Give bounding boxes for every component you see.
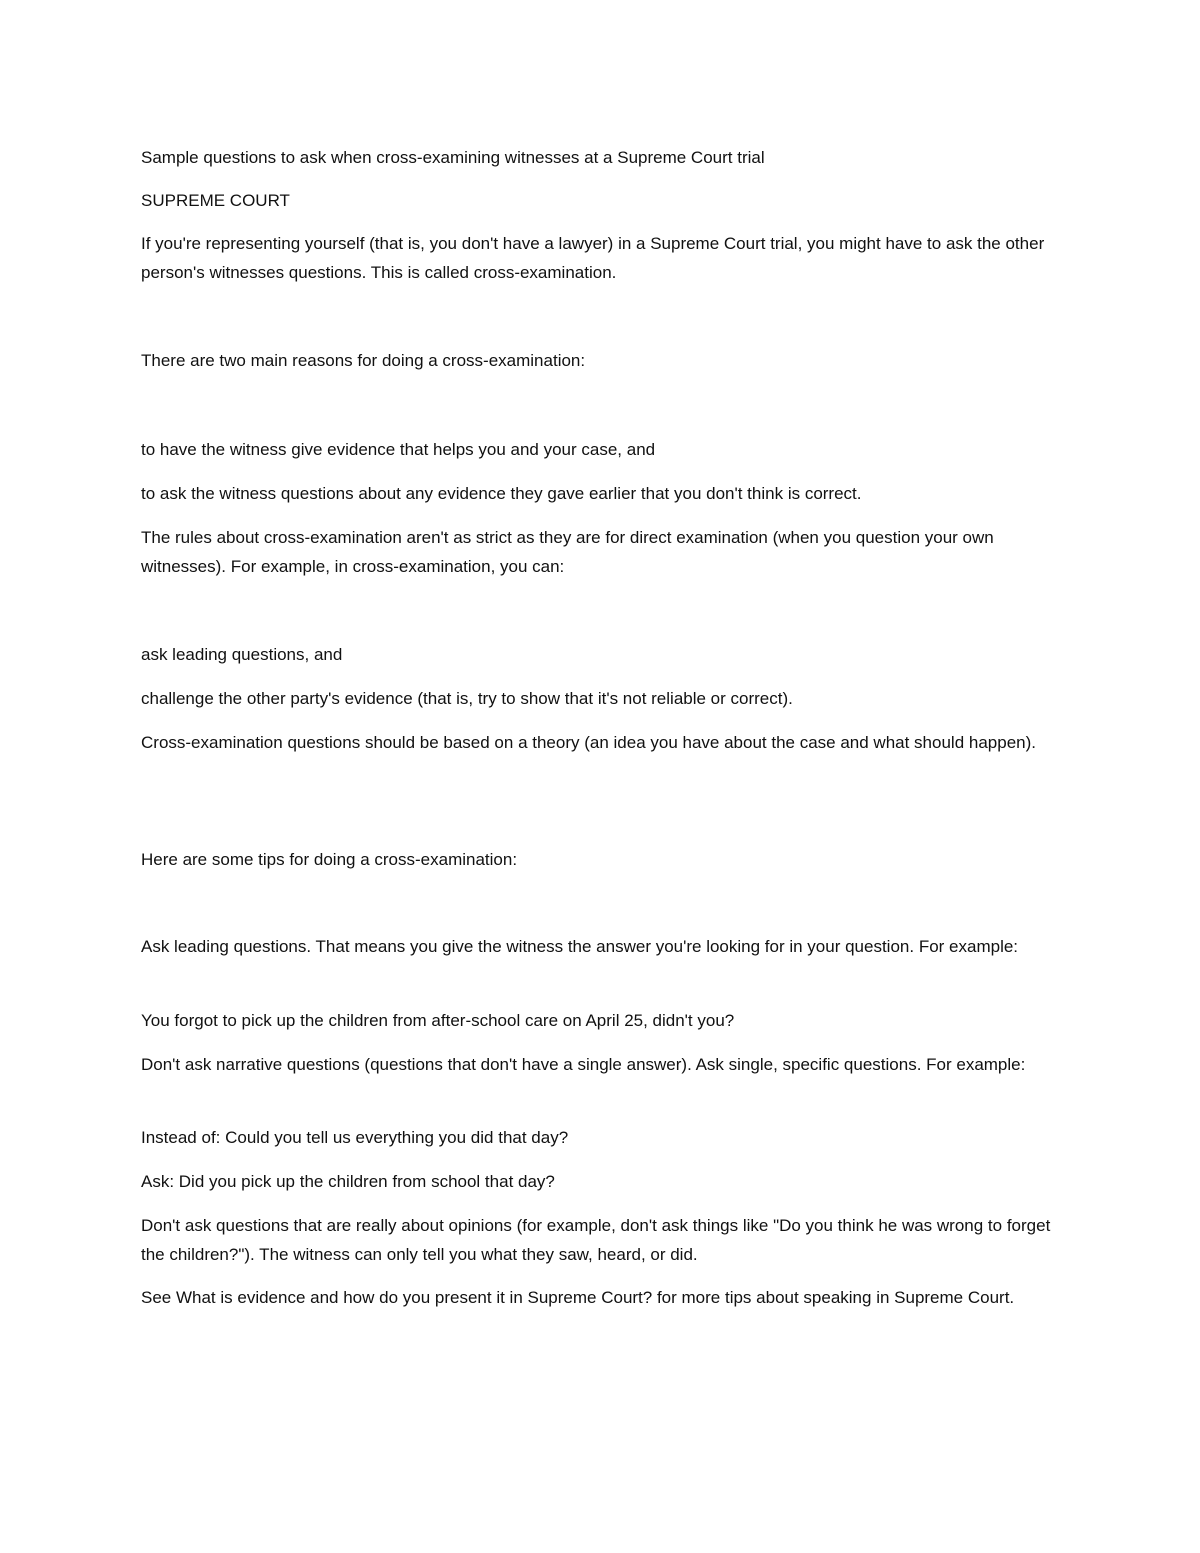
tips-intro: Here are some tips for doing a cross-examination:	[141, 850, 518, 869]
section-heading: SUPREME COURT	[141, 191, 290, 210]
reason-item-1: to have the witness give evidence that helps you and your case, and	[141, 440, 656, 459]
tip-instead-of: Instead of: Could you tell us everything you did that day?	[141, 1128, 569, 1147]
can-item-1: ask leading questions, and	[141, 645, 343, 664]
tip-leading-example: You forgot to pick up the children from after-school care on April 25, didn't you?	[141, 1011, 735, 1030]
theory-paragraph: Cross-examination questions should be based on a theory (an idea you have about the case and what should happen).	[141, 733, 1036, 752]
tip-opinions: Don't ask questions that are really about opinions (for example, don't ask things like "Do you think he was wrong to forget the children?"). The witness can only tell you what they saw, heard, or did.	[141, 1216, 1051, 1264]
reason-item-2: to ask the witness questions about any evidence they gave earlier that you don't think is correct.	[141, 484, 862, 503]
tip-narrative-questions: Don't ask narrative questions (questions that don't have a single answer). Ask single, specific questions. For example:	[141, 1055, 1026, 1074]
reasons-intro: There are two main reasons for doing a cross-examination:	[141, 351, 586, 370]
can-item-2: challenge the other party's evidence (that is, try to show that it's not reliable or correct).	[141, 689, 793, 708]
tip-leading-questions: Ask leading questions. That means you give the witness the answer you're looking for in your question. For example:	[141, 937, 1019, 956]
tip-ask: Ask: Did you pick up the children from school that day?	[141, 1172, 555, 1191]
intro-paragraph: If you're representing yourself (that is, you don't have a lawyer) in a Supreme Court trial, you might have to ask the other person's witnesses questions. This is called cross-examination.	[141, 234, 1045, 282]
document-title: Sample questions to ask when cross-examining witnesses at a Supreme Court trial	[141, 148, 765, 167]
see-more-paragraph: See What is evidence and how do you present it in Supreme Court? for more tips about speaking in Supreme Court.	[141, 1288, 1015, 1307]
rules-paragraph: The rules about cross-examination aren't as strict as they are for direct examination (when you question your own witnesses). For example, in cross-examination, you can:	[141, 528, 994, 576]
